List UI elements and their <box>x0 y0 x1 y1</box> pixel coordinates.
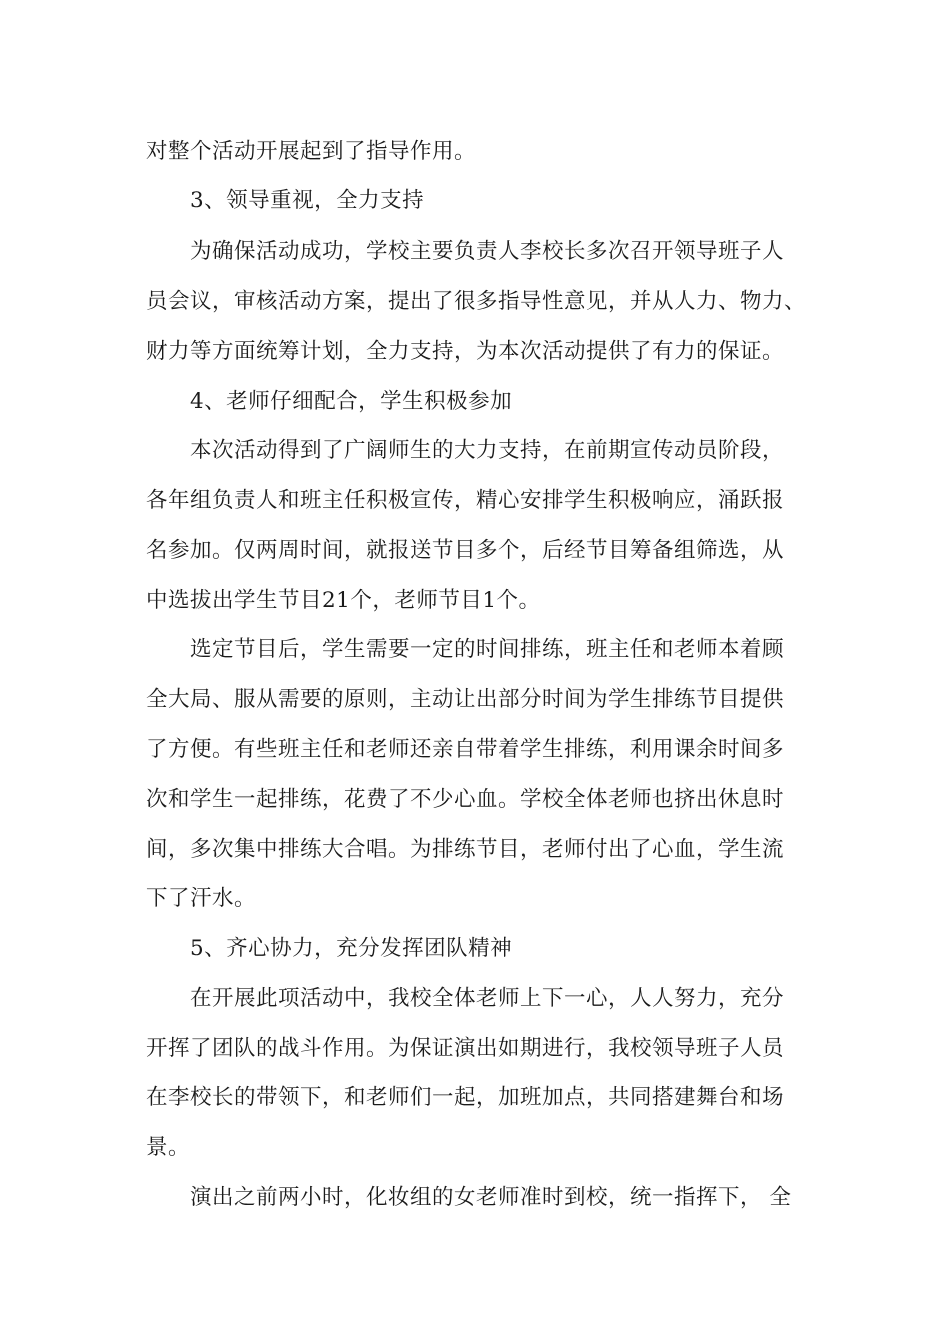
text-line: 次和学生一起排练，花费了不少心血。学校全体老师也挤出休息时 <box>146 787 785 812</box>
text-line: 在开展此项活动中，我校全体老师上下一心，人人努力，充分 <box>190 986 785 1011</box>
text-line: 全大局、服从需要的原则，主动让出部分时间为学生排练节目提供 <box>146 687 785 712</box>
text-line: 了方便。有些班主任和老师还亲自带着学生排练，利用课余时间多 <box>146 737 785 762</box>
text-line: 本次活动得到了广阔师生的大力支持，在前期宣传动员阶段， <box>190 438 785 463</box>
text-line: 间，多次集中排练大合唱。为排练节目，老师付出了心血，学生流 <box>146 837 785 862</box>
text-line: 选定节目后，学生需要一定的时间排练，班主任和老师本着顾 <box>190 637 785 662</box>
text-line: 在李校长的带领下，和老师们一起，加班加点，共同搭建舞台和场 <box>146 1085 785 1110</box>
text-line: 开挥了团队的战斗作用。为保证演出如期进行，我校领导班子人员 <box>146 1036 785 1061</box>
text-line: 为确保活动成功，学校主要负责人李校长多次召开领导班子人 <box>190 239 785 264</box>
section-heading: 4、老师仔细配合，学生积极参加 <box>190 389 513 414</box>
section-heading: 5、齐心协力，充分发挥团队精神 <box>190 936 513 961</box>
text-line: 名参加。仅两周时间，就报送节目多个，后经节目筹备组筛选，从 <box>146 538 785 563</box>
text-line: 演出之前两小时，化妆组的女老师准时到校，统一指挥下， 全 <box>190 1185 792 1210</box>
section-heading: 3、领导重视，全力支持 <box>190 188 425 213</box>
text-line: 景。 <box>146 1135 191 1160</box>
text-line: 各年组负责人和班主任积极宣传，精心安排学生积极响应，涌跃报 <box>146 488 785 513</box>
text-line: 财力等方面统筹计划，全力支持，为本次活动提供了有力的保证。 <box>146 339 785 364</box>
text-line: 员会议，审核活动方案，提出了很多指导性意见，并从人力、物力、 <box>146 289 807 314</box>
text-line: 下了汗水。 <box>146 886 257 911</box>
text-line: 中选拔出学生节目21个，老师节目1个。 <box>146 588 541 613</box>
text-line: 对整个活动开展起到了指导作用。 <box>146 139 477 164</box>
